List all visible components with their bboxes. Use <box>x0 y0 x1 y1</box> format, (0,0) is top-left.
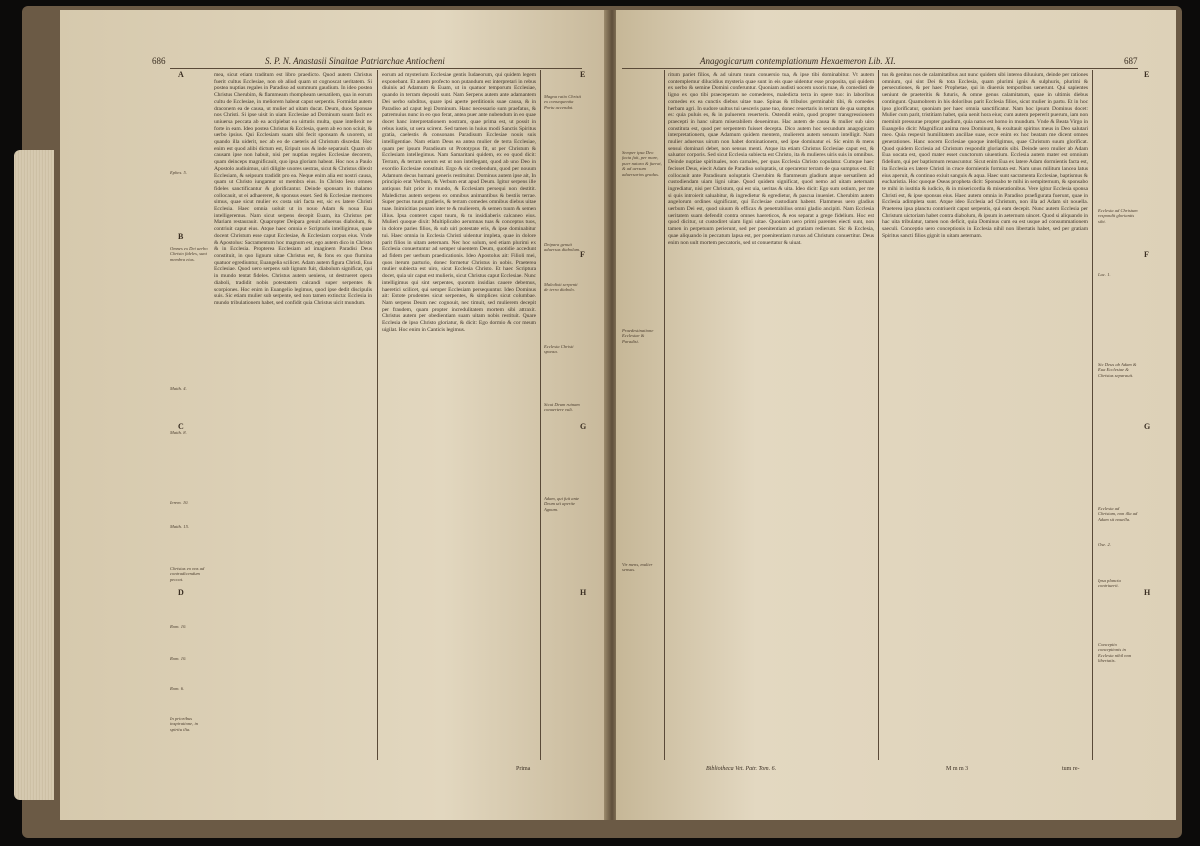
margin-letter: G <box>1144 422 1151 431</box>
margin-letter: F <box>580 250 585 259</box>
page-number-right: 687 <box>1124 56 1138 66</box>
margin-note: Christus eo nos ad contradicendum peccat. <box>170 566 205 582</box>
head-rule-left <box>170 68 582 69</box>
inner-margin-note: Semper ipsa Deo facta fuit, per mare, puer natura & fuerat, & ad uersum aduersarios gradus. <box>622 150 662 177</box>
margin-note: Rom. 10. <box>170 624 187 629</box>
footer-signature: Bibliotheca Vet. Patr. Tom. 6. <box>706 766 777 772</box>
margin-note: Sic Deus ab Adam & Eua Ecclesiae & Christus separauit. <box>1098 362 1137 378</box>
column-rule-right <box>878 70 879 760</box>
inner-margin-note: Adam, qui fuit ante Deum uti aperite Agnum. <box>544 496 580 512</box>
catchword-right: tum re- <box>1062 766 1080 772</box>
margin-letter: F <box>1144 250 1149 259</box>
inner-margin-note: Deipara genuit aduersus diabolum. <box>544 242 581 253</box>
margin-letter: B <box>178 232 184 241</box>
running-head-left: S. P. N. Anastasii Sinaitae Patriarchae Antiocheni <box>265 56 445 66</box>
inner-margin-note: Sicut Deum ruinam conuertere vult. <box>544 402 580 413</box>
text-column-left-b <box>382 72 536 762</box>
inner-margin-note: Magna ratio Christi ex consequentia Portu accendat. <box>544 94 582 110</box>
running-head-right: Anagogicarum contemplationum Hexaemeron Lib. XI. <box>700 56 896 66</box>
catchword-left: Prima <box>516 766 531 772</box>
head-rule-right <box>622 68 1138 69</box>
signature-mark: M m m 3 <box>946 766 969 772</box>
margin-letter: G <box>580 422 587 431</box>
margin-note: Matth. 15. <box>170 524 190 529</box>
text-column-left-a <box>214 72 372 762</box>
inner-margin-note: Vir mens, mulier sensus. <box>622 562 653 573</box>
margin-letter: E <box>1144 70 1150 79</box>
margin-note: Luc. 1. <box>1098 272 1111 277</box>
margin-note: Ecclesia ad Christum, non illa ad Adam sit nouella. <box>1098 506 1138 522</box>
margin-letter: H <box>1144 588 1151 597</box>
inner-margin-rule-right <box>664 70 665 760</box>
margin-note: Matth. 8. <box>170 430 187 435</box>
margin-note: Ierem. 10. <box>170 500 189 505</box>
page-edges <box>14 150 54 800</box>
margin-note: Ephes. 5. <box>170 170 187 175</box>
margin-letter: H <box>580 588 587 597</box>
column-text: eorum ad mysterium Ecclesiae gentis Iudaeorum, qui quidem legem exponebant. Et autem profecto non putandum est interpretari in rebus diuinis ad Adamum & Euam, ut in quatuor temporum Ecclesiae, quando in terram depositi sunt. Nam Serpens autem ante adamantem Dei uerbo subditus, quare ipsi aperte perditionis suae causa, & in Paradiso ad caput legi Dominum. Hanc necessario sum praefatus, & patremuius nunc in eo quo ferat, antea puer ante nubendum in eo quae docet hanc interpretationem nostram, quae prima est, ut possit in rebus iustis, ut uera scirent. Sed tamen in huius modi Sanctis Spiritus gratia, caelestis & consonans Paradisum Ecclesiae nouis suis intelligentiae. Nam etiam Deus ea antea mulier de terra Ecclesiae, quam per ipsum Paradisum ut Prototypus fit, ut per Christum & Ecclesiam intellegimus. Nam Samaritani quidem, ex eo quod dicit: Terram, & terram uerum est ut non intellegant, quod ab uno Deo in exordio Ecclesiae constituit. Ergo & sic credendum, quod per nouum Adamum decus humani generis restituitur. Dominus autem ipse ait, In principio erat Verbum, & Verbum erat apud Deum. Igitur serpens ille antiquus fuit prior in mundo, & Ecclesiam persequi non destitit. Maledictus autem serpens ex omnibus animantibus & bestiis terrae. Super pectus tuum gradieris, & terram comedes omnibus diebus uitae tuae. Inimicitias ponam inter te & mulierem, & semen tuum & semen illius. Ipsa conteret caput tuum, & tu insidiaberis calcaneo eius. Mulieri quoque dixit: Multiplicabo aerumnas tuas & conceptus tuos, in dolore paries filios, & sub uiri potestate eris, & ipse dominabitur tui. Haec omnia in Ecclesia Christi uidentur impleta, quae in dolore parit filios in uitam aeternam. Nec hoc solum, sed etiam plurimi ex Ecclesia conuertuntur ad semper uiuentem Deum, quotidie accedunt ad fidem per uerbum praedicationis. Ideo Apostolus ait: Filioli mei, quos iterum parturio, donec formetur Christus in uobis. Praeterea mulier subiecta est uiro, sicut Ecclesia Christo. Et haec Scriptura docet, quia uir caput est mulieris, sicut Christus caput Ecclesiae. Nunc intelligimus qui sint serpentes, quorum insidias cauere debemus, haeretici scilicet, qui semper Ecclesiam persequuntur. Ideo Dominus ait: Estote prudentes sicut serpentes, & simplices sicut columbae. Nam serpens Deum nec cognouit, nec timuit, sed mulierem decepit per fraudem, quam propter incredulitatem mortem sibi attraxit. Christus autem per obedientiam suam uitam nobis restituit. Quare Ecclesia de ipso Christo gloriatur, & dicit: Ego dormio & cor meum uigilat. Hoc enim in Canticis legimus. <box>382 72 536 333</box>
outer-margin-rule-right <box>1092 70 1093 760</box>
column-text: mea, sicut etiam traditum est libro praedicto. Quod autem Christus fuerit cultus Ecclesiae, non ob aliud quam ut cognoscat ueritatem. Si postea nuptias regales in Paradiso ad summum gaudium. In ideo postea Christus Cherubim, & flammeam rhompheam uersatilem, qua in eorum cultu de Ecclesiae, in meliorem habeat caput serpentis. Formidat autem draconem ea de causa, ut mulier ad uitam ducat. Deum, duos Sponsae nos Christi. Si ipse uisit in uiam Ecclesiae ad Dominum suum facit ex uniuersa peccata ab ea accipiebat ea uirtutis multa, quae intellexit ne forte in eam. Ideo postea Christus & Ecclesia, quem ab eo non sciuit, & uerbo ipsius. Qui Ecclesiam suam sibi fecit sponsam & uxorem, ut quando illa uiderit, nec ab eo de caeteris ad Christum discedat. Hoc enim est quod alibi dictum est, Eripuit uos & inde separauit. Quam ob causam ipse non habuit, nisi per nuptias regales Ecclesiae decorem, quam deinceps magnificauit, quo ipsa gloriam habeat. Hoc nos a Paulo Apostolo audiuimus, uiri diligite uxores uestras, sicut & Christus dilexit Ecclesiam, & seipsum tradidit pro ea. Neque enim alia est nostri causa, quam ut Christo iungamur ut membra eius. In Christo Iesu omnes fideles sanctificantur & glorificantur. Deinde sponsam in thalamo collocauit, ut ei adhaereret, & sponsus esset. Sed & Ecclesiae memores simus, quae sicut mulier ex costa uiri facta est, sic ex latere Christi Ecclesia. Haec omnia uoluit ut in nouo Adam & noua Eua intelligeremus. Nam sicut serpens decepit Euam, ita Christus per Mariam restaurauit. Quapropter Deipara genuit aduersus diabolum, & contriuit caput eius. Atque haec omnia e Scripturis intelligimus, quae docent Christum esse caput Ecclesiae, & Ecclesiam corpus eius. Vnde & Apostolus: Sacramentum hoc magnum est, ego autem dico in Christo & in Ecclesia. Propterea Ecclesiam ad imaginem Paradisi Deus constituit, in quo lignum uitae Christus est, & fons ex quo flumina quatuor egrediuntur, Euangelia scilicet. Adam autem figura Christi, Eua Ecclesiae. Quod uero serpens sub lignum fuit, diabolum significat, qui in mundo tentat fideles. Christus autem ueniens, ut destrueret opera diaboli, tradidit nobis potestatem calcandi super serpentes & scorpiones. Hoc enim in Euangelio legimus, quod ipse dedit discipulis suis. Sic etiam mulier sub serpente, sed non tamen extincta: Ecclesia in mundo tribulationem habet, sed confidit quia Christus uicit mundum. <box>214 72 372 306</box>
text-column-right-b <box>882 72 1088 762</box>
inner-margin-rule-left <box>540 70 541 760</box>
inner-margin-note: Ecclesia Christi sponsa. <box>544 344 574 355</box>
margin-letter: A <box>178 70 184 79</box>
margin-note: Conceptio conceptionis in Ecclesia nihil non libertatis. <box>1098 642 1132 664</box>
margin-note: Ecclesia ad Christum respondit gloriantis sibi. <box>1098 208 1138 224</box>
margin-letter: D <box>178 588 184 597</box>
margin-letter: C <box>178 422 184 431</box>
text-column-right-a <box>668 72 874 762</box>
margin-note: Matth. 4. <box>170 386 187 391</box>
inner-margin-note: Maledixit serpenti de terra diabolo. <box>544 282 578 293</box>
right-page <box>616 10 1176 820</box>
column-text: tus & genitus nos de calamitatibus aut nunc quidem sibi interea diluuium, deinde per rationes omnium, qui sint Dei & tota Ecclesia, quam plurimi ignis & sulphuris, plurimi & persecutiones, & per haec Prophetae, qui in diuersis temporibus uenerunt. Qui sapientes ueniunt de praeteritis & futuris, & omne genus calamitatum, quae in ultimis diebus contingunt. Quamobrem in his doloribus parit Ecclesia filios, sicut mulier in partu. Et in hoc ipso glorificatur, quoniam per haec omnia sanctificatur. Nam hoc ipsum Dominus docet: Mulier cum parit, tristitiam habet, quia uenit hora eius; cum autem pepererit puerum, iam non meminit pressurae propter gaudium, quia natus est homo in mundum. Vnde & Beata Virgo in Euangelio dicit: Magnificat anima mea Dominum, & exultauit spiritus meus in Deo salutari meo. Quia respexit humilitatem ancillae suae, ecce enim ex hoc beatam me dicent omnes generationes. Hanc uocem Ecclesiae quoque intelligimus, quae Christum suum glorificat. Quod quidem Ecclesia ad Christum respondit gloriantis sibi. Deinde uero mulier ab Adam Eua uocata est, quod mater esset cunctorum uiuentium. Ecclesia autem mater est omnium fidelium, qui per baptismum renascuntur. Sicut enim Eua ex latere Adam dormientis facta est, ita Ecclesia ex latere Christi in cruce dormientis formata est. Nam unus militum lancea latus eius aperuit, & continuo exiuit sanguis & aqua. Haec sunt sacramenta Ecclesiae, baptismus & eucharistia. Hoc quoque Oseas propheta dicit: Sponsabo te mihi in sempiternum, & sponsabo te mihi in iustitia & iudicio, & in misericordia & miserationibus. Vere igitur Ecclesia sponsa Christi est, & ipse sponsus eius. Haec autem omnia in Paradiso praefigurata fuerunt, quae in Ecclesia adimpleta sunt. Atque ideo Ecclesia ad Christum, non illa ad Adam sit nouella. Praeterea ipsa planctu contriuerit caput serpentis, qui eam decepit. Nunc autem Ecclesia per Christum uictoriam habet contra diabolum, & ipsum in aeternum uincet. Quod si aliquando in hac uita tribulatur, tamen non deficit, quia Dominus cum ea est usque ad consummationem saeculi. Conceptio uero conceptionis in Ecclesia nihil non libertatis habet, sed per gratiam Spiritus sancti filios gignit in uitam aeternam. <box>882 72 1088 239</box>
inner-margin-note: Praedestinatione Ecclesiae & Paradisi. <box>622 328 654 344</box>
margin-note: In prioribus inspiratione, in spiritu ilia. <box>170 716 199 732</box>
margin-letter: E <box>580 70 586 79</box>
column-text: ritum pariet filios, & ad uirum tuum conuersio tua, & ipse tibi dominabitur. Vt autem contemplemur dilucidius mysteria quae sunt in eis quae uidentur esse proposita, qui quidem ex uerbo & semine Domini conferuntur. Quoniam audisti uocem uxoris tuae, & comedisti de ligno ex quo tibi praeceperam ne comederes, maledicta terra in opere tuo: in laboribus comedes ex ea cunctis diebus uitae tuae. Spinas & tribulos germinabit tibi, & comedes herbam agri. In sudore uultus tui uesceris pane tuo, donec reuertaris in terram de qua sumptus es: quia puluis es, & in puluerem reuerteris. Ostendit enim, quod propter transgressionem praecepti in hanc uitam miserabilem deuenimus. Hac autem de causa & mulier sub uiro constituta est, quod per serpentem fuisset decepta. Dico autem hoc secundum anagogicam interpretationem, quae Adamum quidem mentem, mulierem autem sensum intelligit. Nam mulier aduersus uirum non habet dominationem, sed ipse dominatur ei. Sic enim & mens sensui dominari debet, non sensus menti. Atque ita etiam Christus Ecclesiae caput est, & saluator corporis. Sed sicut Ecclesia subiecta est Christo, ita & mulieres uiris suis in omnibus. Deinde nuptiae spirituales, non carnales, per quas Ecclesia Christo copulatur. Cumque haec fecisset Deus, eiecit Adam de Paradiso uoluptatis, ut operaretur terram de qua sumptus est. Et collocauit ante Paradisum uoluptatis Cherubim & flammeum gladium atque uersatilem ad custodiendam uiam ligni uitae. Quod quidem significat, quod nemo ad uitam aeternam ingrediatur, nisi per Christum, qui est uia, ueritas & uita. Ideo dicit: Ego sum ostium, per me si quis introierit saluabitur, & ingredietur & egredietur, & pascua inueniet. Cherubim autem angelorum ordines significant, qui Ecclesiae custodiam habent. Flammeus uero gladius uerbum Dei est, quod uiuum & efficax & penetrabilius omni gladio ancipiti. Nam Ecclesia ueritatem suam defendit contra omnes haereticos, & eos separat a grege fidelium. Hoc est quod dicitur, ut custodiret uiam ligni uitae. Quoniam uero primi parentes eiecti sunt, non tamen in perpetuum perierunt, sed per poenitentiam ad gratiam redierunt. Sic & Ecclesia, quae aliquando in peccatum lapsa est, per poenitentiam rursus ad Christum conuertitur. Deus enim non uult mortem peccatoris, sed ut conuertatur & uiuat. <box>668 72 874 246</box>
margin-note: Rom. 10. <box>170 656 187 661</box>
margin-note: Omnes ex Dei uerbo Christo fideles, sunt membra eius. <box>170 246 208 262</box>
margin-note: Ose. 2. <box>1098 542 1111 547</box>
page-number-left: 686 <box>152 56 166 66</box>
left-page <box>60 10 608 820</box>
margin-note: Ipsa planctu contriuerit. <box>1098 578 1121 589</box>
margin-note: Rom. 6. <box>170 686 185 691</box>
column-rule-left <box>377 70 378 760</box>
